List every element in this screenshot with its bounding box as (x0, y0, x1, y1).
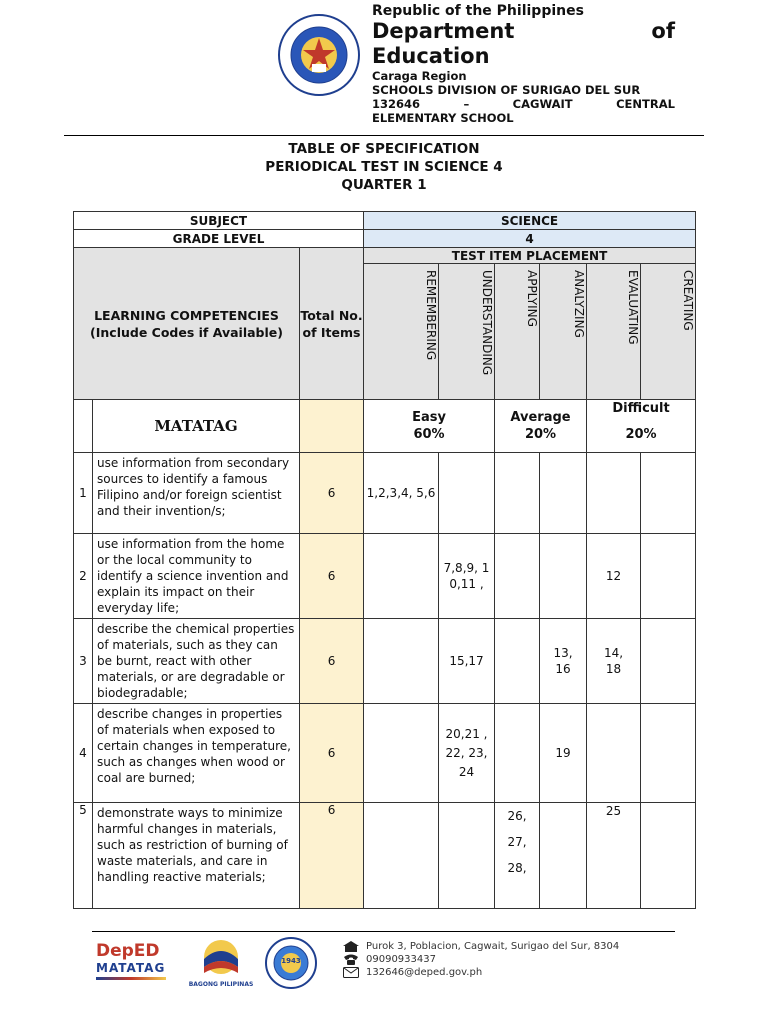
level-applying: APPLYING (495, 264, 540, 400)
level-remembering: REMEMBERING (364, 264, 439, 400)
level-creating: CREATING (641, 264, 696, 400)
school-line: 132646 – CAGWAIT CENTRAL (372, 97, 675, 111)
letterhead (372, 3, 675, 125)
deped-seal-icon (278, 14, 360, 96)
school-line-2: ELEMENTARY SCHOOL (372, 111, 514, 125)
table-row: 4 describe changes in properties of materials when exposed to certain changes in temperature, such as changes when wood or coal are burned; 6 20,21 ,22, 23,24 19 (74, 704, 696, 803)
matatag-label: MATATAG (93, 400, 300, 453)
easy-level: Easy 60% (364, 400, 495, 453)
division-line: SCHOOLS DIVISION OF SURIGAO DEL SUR (372, 83, 641, 97)
footer-divider (92, 931, 675, 932)
difficult-level: Difficult 20% (587, 400, 696, 453)
address-row: Purok 3, Poblacion, Cagwait, Surigao del Sur, 8304 (342, 940, 619, 953)
document-title: TABLE OF SPECIFICATION PERIODICAL TEST IN SCIENCE 4 QUARTER 1 (265, 141, 503, 193)
phone-icon (342, 954, 360, 965)
school-seal: 1943 (265, 937, 317, 989)
matatag-spacer (74, 400, 93, 453)
level-analyzing: ANALYZING (540, 264, 587, 400)
deped-matatag-logo: DepED MATATAG (96, 941, 172, 989)
bagong-pilipinas-logo: BAGONG PILIPINAS (184, 937, 258, 989)
average-level: Average 20% (495, 400, 587, 453)
placement-header: TEST ITEM PLACEMENT (364, 248, 696, 264)
subject-label: SUBJECT (74, 212, 364, 230)
grade-label: GRADE LEVEL (74, 230, 364, 248)
home-icon (342, 941, 360, 952)
department-line: Department of (372, 19, 675, 43)
email-row: 132646@deped.gov.ph (342, 966, 619, 979)
email-icon (342, 967, 360, 978)
republic-line: Republic of the Philippines (372, 3, 584, 19)
region-line: Caraga Region (372, 69, 467, 83)
table-row: 5 demonstrate ways to minimize harmful changes in materials, such as restriction of burning of waste materials, and care in handling reactive materials; 6 26, 27, 28, 25 (74, 803, 696, 909)
specification-table (73, 211, 696, 909)
grade-value: 4 (364, 230, 696, 248)
education-line: Education (372, 44, 490, 68)
phone-row: 09090933437 (342, 953, 619, 966)
header-divider (64, 135, 704, 136)
level-understanding: UNDERSTANDING (439, 264, 495, 400)
subject-value: SCIENCE (364, 212, 696, 230)
table-row: 3 describe the chemical properties of materials, such as they can be burnt, react with other materials, or are degradable or biodegradable; 6 15,17 13, 16 14, 18 (74, 619, 696, 704)
bagong-pilipinas-icon (184, 937, 258, 977)
competencies-header: LEARNING COMPETENCIES (Include Codes if Available) (74, 248, 300, 400)
table-row: 2 use information from the home or the local community to identify a science invention and explain its impact on their everyday life; 6 7,8,9, 10,11 , 12 (74, 534, 696, 619)
total-items-header: Total No. of Items (300, 248, 364, 400)
matatag-total-cell (300, 400, 364, 453)
table-row: 1 use information from secondary sources to identify a famous Filipino and/or foreign scientist and their invention/s; 6 1,2,3,4, 5,6 (74, 453, 696, 534)
contact-info (342, 940, 619, 979)
level-evaluating: EVALUATING (587, 264, 641, 400)
